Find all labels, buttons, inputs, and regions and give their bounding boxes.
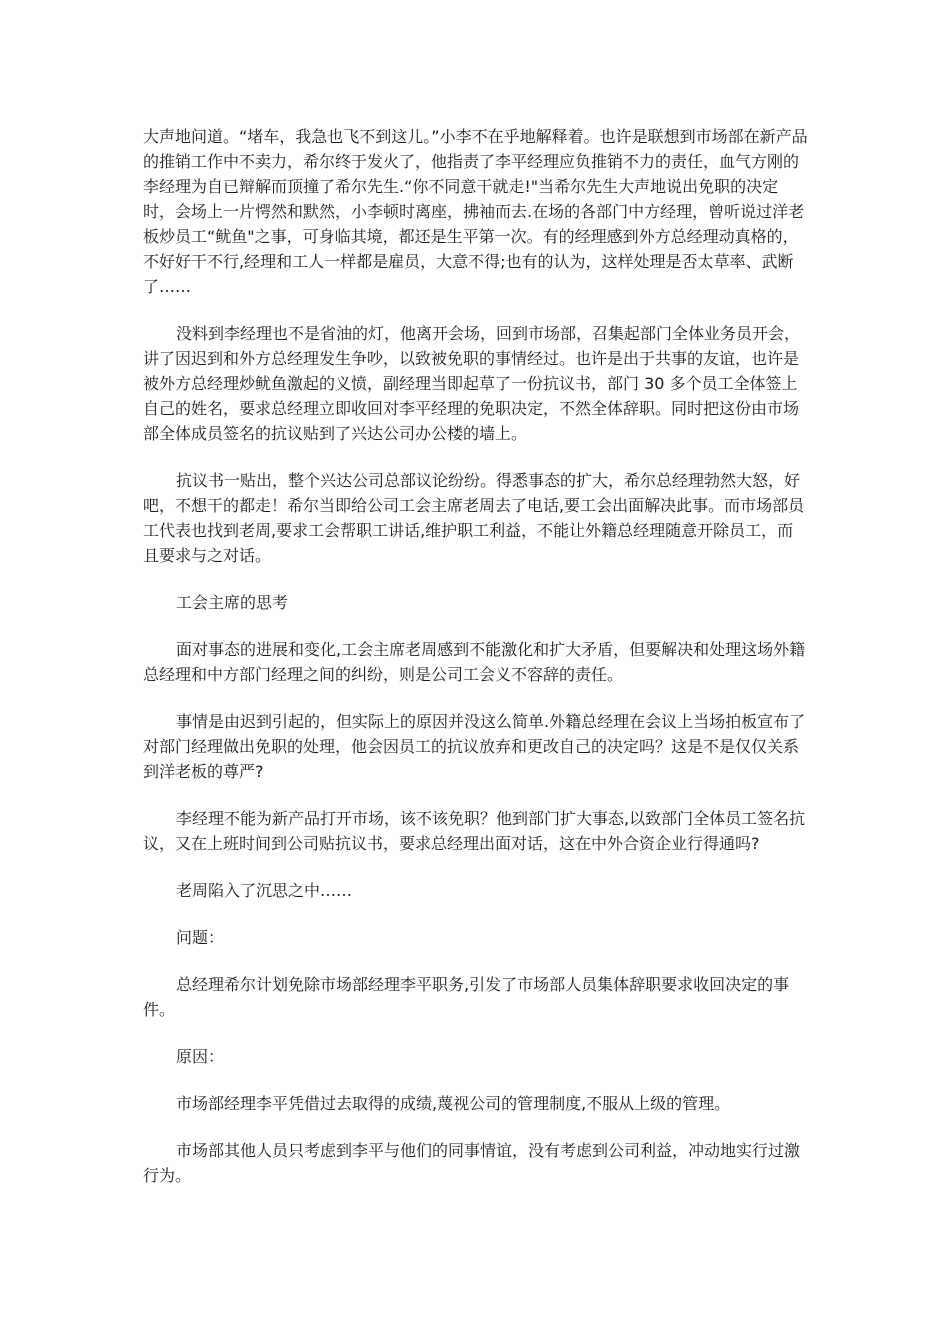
section-heading: 工会主席的思考 <box>176 593 289 612</box>
cause-text-1: 市场部经理李平凭借过去取得的成绩,蔑视公司的管理制度,不服从上级的管理。 <box>176 1094 731 1113</box>
paragraph-3: 抗议书一贴出，整个兴达公司总部议论纷纷。得悉事态的扩大，希尔总经理勃然大怒，好吧，不想干的都走！希尔当即给公司工会主席老周去了电话,要工会出面解决此事。而市场部员工代表也找到老周,要求工会帮职工讲话,维护职工利益，不能让外籍总经理随意开除员工，而且要求与之对话。 <box>143 471 805 565</box>
question-label: 问题： <box>176 928 225 947</box>
paragraph-1: 大声地问道。“堵车，我急也飞不到这儿。”小李不在乎地解释着。也许是联想到市场部在新产品的推销工作中不卖力，希尔终于发火了，他指责了李平经理应负推销不力的责任，血气方刚的李经理为自已辩解而顶撞了希尔先生.“你不同意干就走!"当希尔先生大声地说出免职的决定时，会场上一片愕然和默然，小李顿时离座，拂袖而去.在场的各部门中方经理，曾听说过洋老板炒员工“鱿鱼"之事，可身临其境，都还是生平第一次。有的经理感到外方总经理动真格的，不好好干不行,经理和工人一样都是雇员，大意不得;也有的认为，这样处理是否太草率、武断了…… <box>143 127 808 296</box>
cause-text-2: 市场部其他人员只考虑到李平与他们的同事情谊，没有考虑到公司利益，冲动地实行过激行为。 <box>143 1141 801 1185</box>
question-text: 总经理希尔计划免除市场部经理李平职务,引发了市场部人员集体辞职要求收回决定的事件。 <box>143 975 790 1019</box>
paragraph-4: 面对事态的进展和变化,工会主席老周感到不能激化和扩大矛盾，但要解决和处理这场外籍总经理和中方部门经理之间的纠纷，则是公司工会义不容辞的责任。 <box>143 640 806 684</box>
document-page <box>143 124 809 1210</box>
cause-label: 原因： <box>176 1047 225 1066</box>
paragraph-5: 事情是由迟到引起的，但实际上的原因并没这么简单.外籍总经理在会议上当场拍板宣布了对部门经理做出免职的处理，他会因员工的抗议放弃和更改自己的决定吗？这是不是仅仅关系到洋老板的尊严? <box>143 712 806 781</box>
paragraph-2: 没料到李经理也不是省油的灯，他离开会场，回到市场部，召集起部门全体业务员开会，讲了因迟到和外方总经理发生争吵，以致被免职的事情经过。也许是出于共事的友谊，也许是被外方总经理炒鱿鱼激起的义愤，副经理当即起草了一份抗议书，部门 30 多个员工全体签上自己的姓名，要求总经理立即收回对李平经理的免职决定，不然全体辞职。同时把这份由市场部全体成员签名的抗议贴到了兴达公司办公楼的墙上。 <box>143 324 801 443</box>
paragraph-7: 老周陷入了沉思之中…… <box>176 881 353 900</box>
paragraph-6: 李经理不能为新产品打开市场，该不该免职？他到部门扩大事态,以致部门全体员工签名抗议，又在上班时间到公司贴抗议书，要求总经理出面对话，这在中外合资企业行得通吗? <box>143 809 806 853</box>
